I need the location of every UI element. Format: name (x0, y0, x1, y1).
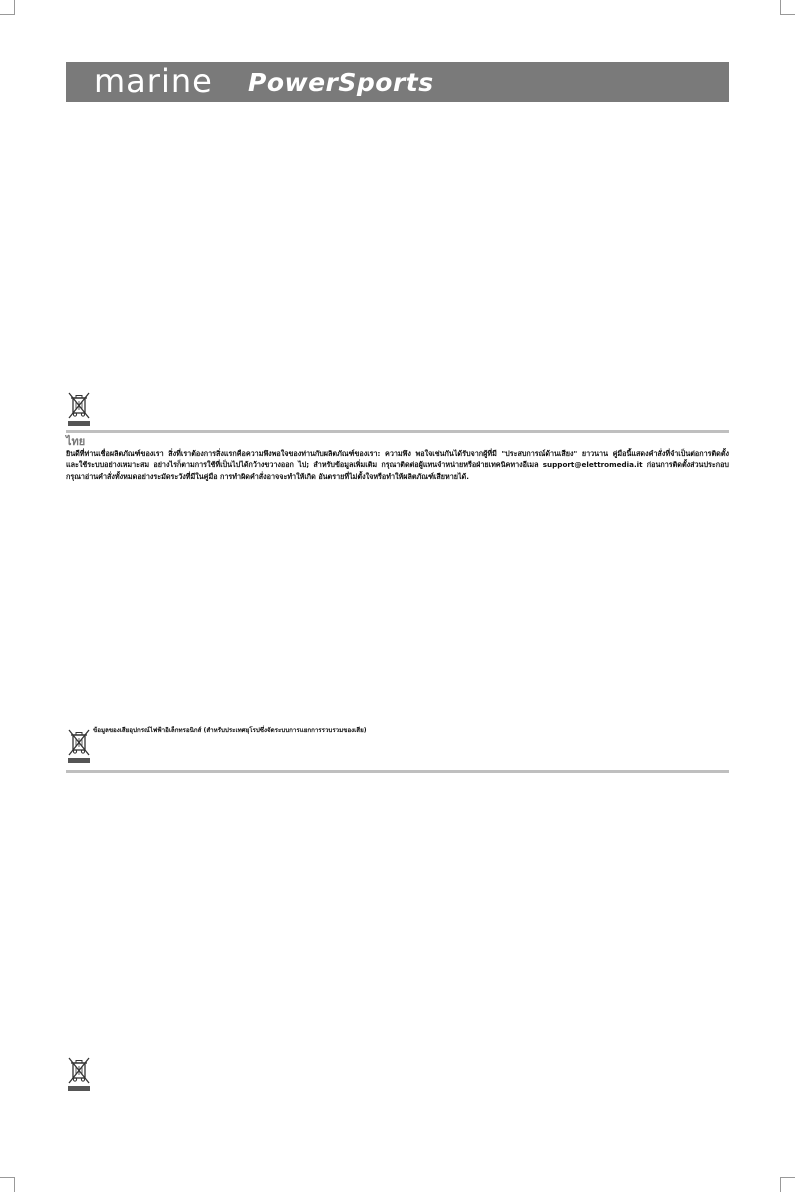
crop-mark-bottom-left (0, 1177, 15, 1192)
brand-header-band (66, 62, 729, 102)
intro-paragraph: ยินดีที่ท่านเชื่อผลิตภัณฑ์ของเรา สิ่งที่เราต้องการสิ่งแรกคือความพึงพอใจของท่านกับผลิตภัณฑ์ของเรา: ความพึง พอใจเช่นกันได้รับจากผู้ที่มี "ประสบการณ์ด้านเสียง" ยาวนาน คู่มือนี้แสดงคำสั่งที่จำเป็นต่อการติดตั้งและใช้ระบบอย่างเหมาะสม อย่างไรก็ตามการใช้ที่เป็นไปได้กว้างขวางออก ไป; สำหรับข้อมูลเพิ่มเติม กรุณาติดต่อผู้แทนจำหน่ายหรือฝ่ายเทคนิคทางอีเมล support@elettromedia.it ก่อนการติดตั้งส่วนประกอบ กรุณาอ่านคำสั่งทั้งหมดอย่างระมัดระวังที่มีในคู่มือ การทำผิดคำสั่งอาจจะทำให้เกิด อันตรายที่ไม่ตั้งใจหรือทำให้ผลิตภัณฑ์เสียหายได้. (66, 449, 729, 481)
weee-disposal-note: ข้อมูลของเสียอุปกรณ์ไฟฟ้าอิเล็กทรอนิกส์ (สำหรับประเทศยุโรปซึ่งจัดระบบการแยกการรวบรวมของเสีย) (93, 727, 367, 734)
brand-logo-powersports: PowerSports (248, 68, 434, 97)
weee-bin-icon (66, 390, 92, 428)
weee-bin-icon (66, 1055, 92, 1093)
brand-logo-marine: marine (94, 62, 213, 100)
weee-bin-icon (66, 727, 92, 765)
section-divider (66, 770, 729, 773)
section-divider (66, 430, 729, 433)
crop-mark-top-right (780, 0, 795, 15)
crop-mark-bottom-right (780, 1177, 795, 1192)
section-heading-thai: ไทย (66, 435, 86, 448)
crop-mark-top-left (0, 0, 15, 15)
